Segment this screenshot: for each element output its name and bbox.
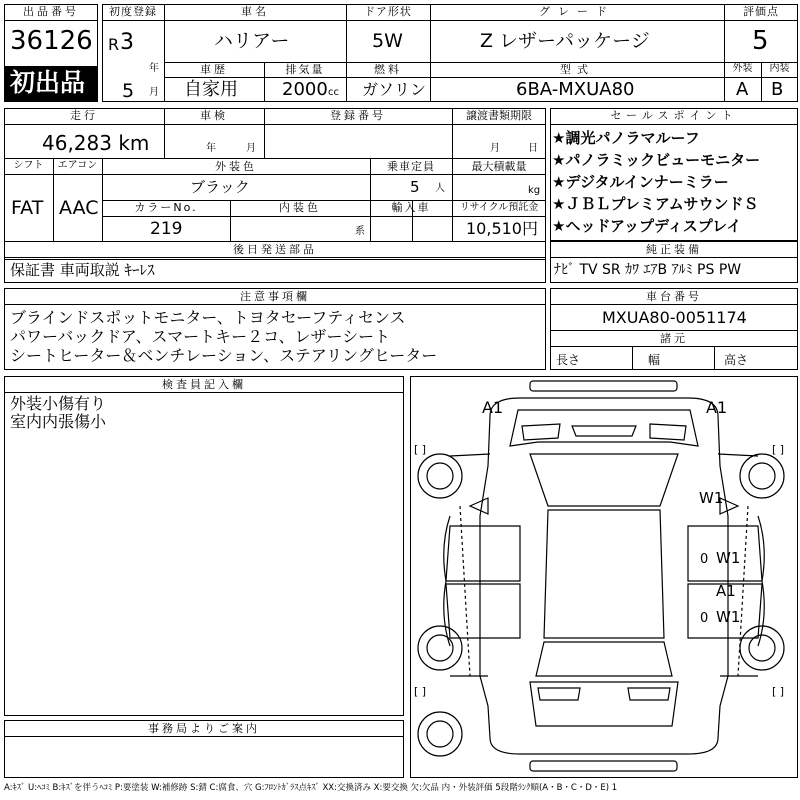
inspector-line-1: 外装小傷有り [10,394,107,413]
first-reg-year: 3 [120,30,134,55]
equipment-value: ﾅﾋﾞ TV SR ｶﾜ ｴｱB ｱﾙﾐ PS PW [554,262,742,278]
mark-a1-right-rear-door: A1 [716,582,736,600]
score-header: 評価点 [743,5,779,18]
notes-line-1: ブラインドスポットモニター、トヨタセーフティセンス [10,308,406,327]
displacement-unit: cc [328,87,339,98]
history-header: 車歴 [200,63,228,76]
transfer-doc-month-unit: 月 [490,143,500,154]
aircon-header: エアコン [57,160,98,171]
interior-score-header: 内装 [769,63,790,74]
notes-line-2: パワーバックドア、スマートキー２コ、レザーシート [10,327,391,346]
inspection-header: 車検 [200,109,228,122]
first-reg-era: R [108,35,120,54]
mark-w1-right-front-door: W1 [716,549,741,567]
wheel-fr [740,454,784,498]
mileage-value: 46,283 km [42,131,150,155]
first-reg-month-unit: 月 [149,87,159,98]
recycle-header: リサイクル預託金 [459,202,539,213]
max-load-unit: kg [528,185,541,196]
notes-header: 注意事項欄 [240,290,310,303]
mark-a1-front-right: A1 [706,398,728,417]
int-color-suffix: 系 [355,226,365,237]
chassis-number: MXUA80-0051174 [602,308,747,327]
mark-zero-right-rear-door: 0 [700,611,709,626]
dimension-height: 高さ [724,353,749,367]
selling-point-1: ★調光パノラマルーフ [552,129,700,147]
fuel-value: ガソリン [362,80,427,99]
exterior-score-header: 外装 [732,63,753,74]
car-name-header: 車名 [241,5,269,18]
score-value: 5 [752,26,769,56]
reg-number-header: 登録番号 [330,109,386,122]
rear-bumper [530,761,677,771]
bracket-front-right: [ ] [772,443,785,456]
mileage-header: 走行 [70,109,98,122]
selling-point-2: ★パノラミックビューモニター [552,151,761,169]
bracket-rear-left: [ ] [414,685,427,698]
later-parts-header: 後日発送部品 [233,243,317,256]
capacity-unit: 人 [435,183,445,194]
wheel-fl [418,454,462,498]
lot-number: 36126 [10,26,93,56]
int-color-header: 内装色 [279,201,321,214]
recycle-value: 10,510円 [466,219,538,238]
spare-wheel [418,712,462,756]
inspection-year-unit: 年 [206,143,216,154]
dimension-length: 長さ [556,353,581,367]
first-listing-label: 初出品 [10,68,86,97]
transfer-doc-header: 譲渡書類期限 [466,109,532,122]
ext-color-header: 外装色 [215,160,257,173]
lot-header: 出品番号 [23,5,79,18]
interior-score: B [771,79,784,100]
first-reg-year-unit: 年 [149,63,159,74]
ext-color-value: ブラック [190,178,250,196]
door-type: 5W [372,30,403,52]
roof [544,510,664,638]
bracket-rear-right: [ ] [772,685,785,698]
displacement-header: 排気量 [285,63,325,76]
color-no-value: 219 [150,219,183,239]
grade-header: グレード [539,5,615,18]
history-value: 自家用 [184,79,238,100]
import-header: 輸入車 [391,201,431,214]
front-bumper [530,381,677,391]
shift-value: FAT [11,197,44,219]
mark-zero-right-front-door: 0 [700,552,709,567]
later-parts-value: 保証書 車両取説 ｷｰﾚｽ [10,261,155,279]
grade-value: Z レザーパッケージ [480,30,650,52]
first-reg-header: 初度登録 [109,5,157,18]
inspector-header: 検査員記入欄 [162,378,246,391]
equipment-header: 純正装備 [646,243,702,256]
mark-w1-right-rear-door: W1 [716,608,741,626]
capacity-header: 乗車定員 [387,160,435,173]
mark-a1-front-left: A1 [482,398,504,417]
body-outline [480,398,728,754]
bracket-front-left: [ ] [414,443,427,456]
fuel-header: 燃料 [374,63,402,76]
dimensions-header: 諸元 [660,332,688,345]
shift-header: シフト [13,160,44,171]
door-header: ドア形状 [364,5,412,18]
selling-points-header: セールスポイント [610,109,738,122]
rear-glass [536,642,672,676]
first-reg-month: 5 [122,80,135,102]
selling-point-5: ★ヘッドアップディスプレイ [552,217,742,235]
car-diagram [410,376,798,778]
displacement-value: 2000 [282,79,328,100]
hood [510,410,698,446]
capacity-value: 5 [410,178,420,196]
max-load-header: 最大積載量 [471,160,527,173]
chassis-header: 車台番号 [646,290,702,303]
inspection-month-unit: 月 [246,143,256,154]
notes-line-3: シートヒーター＆ベンチレーション、ステアリングヒーター [10,346,438,365]
transfer-doc-day-unit: 日 [528,143,538,154]
office-header: 事務局よりご案内 [148,722,260,735]
aircon-value: AAC [59,197,99,219]
legend: A:ｷｽﾞ U:ﾍｺﾐ B:ｷｽﾞを伴うﾍｺﾐ P:要塗装 W:補修跡 S:錆 C:腐食、穴 G:ﾌﾛﾝﾄｶﾞﾗｽ点ｷｽﾞ XX:交換済み X:要交換 欠:欠品 内・外装評価 5段階ﾗﾝｸ順(A・B・C・D・E) 1 [4,783,618,793]
dimension-width: 幅 [648,353,661,367]
model-header: 型式 [560,63,594,76]
inspector-line-2: 室内内張傷小 [10,412,107,431]
mark-w1-right-fender: W1 [699,489,724,507]
model-value: 6BA-MXUA80 [516,79,635,100]
windshield [530,454,678,506]
car-name: ハリアー [214,30,290,52]
selling-point-3: ★デジタルインナーミラー [552,173,729,191]
exterior-score: A [736,79,749,100]
selling-point-4: ★ＪＢＬプレミアムサウンドＳ [552,195,759,213]
color-no-header: カラーNo. [134,201,198,214]
wheel-rl [418,626,462,670]
